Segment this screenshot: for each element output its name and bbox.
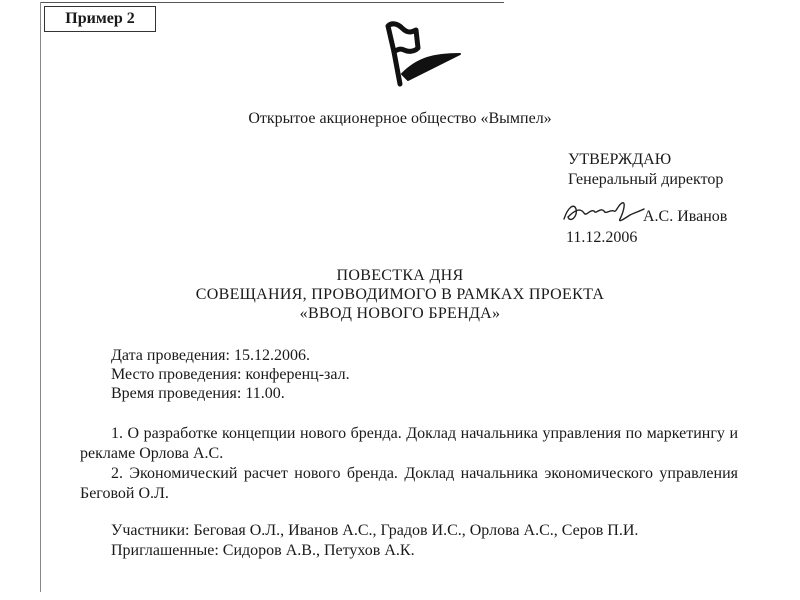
approval-position: Генеральный директор [568, 171, 724, 188]
approval-block [568, 150, 723, 190]
document-title [0, 266, 800, 323]
title-line-2: СОВЕЩАНИЯ, ПРОВОДИМОГО В РАМКАХ ПРОЕКТА [195, 286, 605, 303]
meeting-time: Время проведения: 11.00. [111, 385, 285, 402]
meeting-place: Место проведения: конференц-зал. [111, 366, 350, 383]
agenda-item: 2. Экономический расчет нового бренда. Доклад начальника экономического управления Беговой О.Л. [80, 465, 738, 502]
agenda-item: 1. О разработке концепции нового бренда. Доклад начальника управления по маркетингу и рекламе Орлова А.С. [80, 425, 738, 462]
meeting-date: Дата проведения: 15.12.2006. [111, 347, 310, 364]
invited-list: Приглашенные: Сидоров А.В., Петухов А.К. [111, 542, 415, 559]
participants-block [111, 521, 638, 561]
title-line-3: «ВВОД НОВОГО БРЕНДА» [299, 305, 501, 322]
title-line-1: ПОВЕСТКА ДНЯ [336, 267, 464, 284]
approval-name: А.С. Иванов [643, 208, 728, 225]
agenda-items [80, 424, 738, 504]
approval-heading: УТВЕРЖДАЮ [568, 151, 672, 168]
meeting-details [111, 346, 350, 403]
page-border-top [40, 2, 504, 3]
example-label: Пример 2 [44, 6, 156, 32]
participants-list: Участники: Беговая О.Л., Иванов А.С., Градов И.С., Орлова А.С., Серов П.И. [111, 522, 639, 539]
organization-name: Открытое акционерное общество «Вымпел» [248, 110, 552, 127]
approval-date: 11.12.2006 [566, 229, 638, 246]
pennant-flag-logo-icon [378, 18, 464, 90]
handwritten-signature-icon [560, 197, 646, 227]
